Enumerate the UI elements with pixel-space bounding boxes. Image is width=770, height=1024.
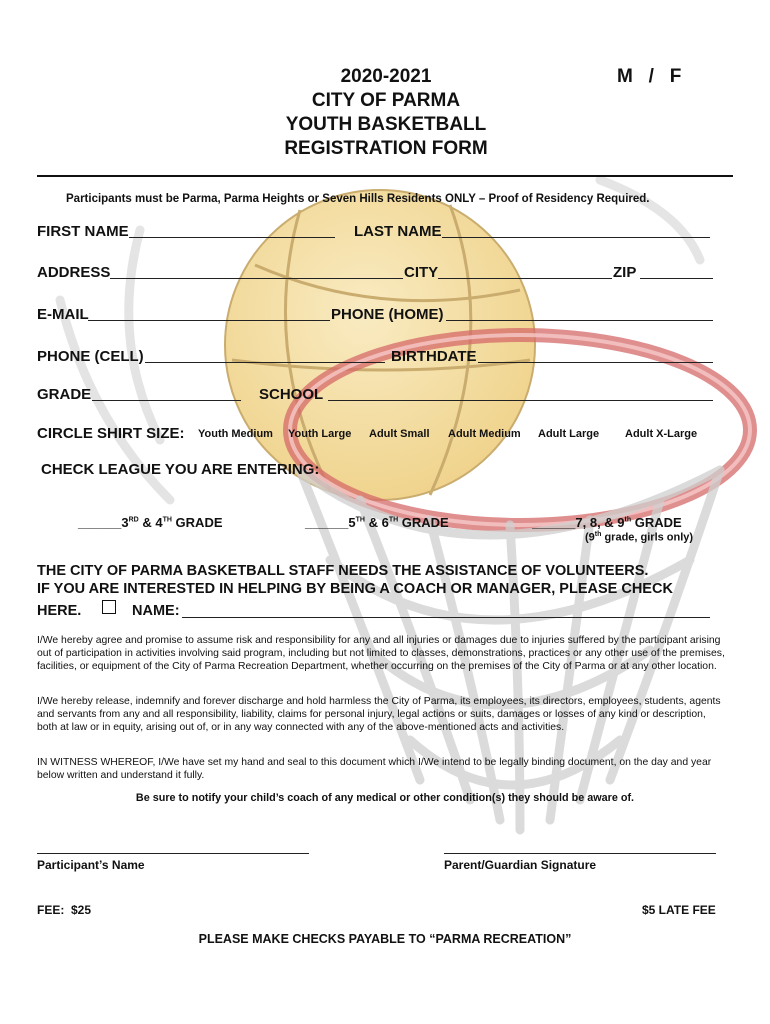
league-heading: CHECK LEAGUE YOU ARE ENTERING: [41,461,320,478]
legal-paragraph-3: IN WITNESS WHEREOF, I/We have set my hand and seal to this document which I/We intend to be legally binding document, on the day and year below written and understand it fully. [37,757,712,781]
city-field[interactable] [438,264,612,279]
league-5-6-b-sup: TH [388,516,399,524]
form-city: CITY OF PARMA [311,90,461,111]
shirt-option-adult-medium[interactable]: Adult Medium [448,428,521,440]
participant-name-label: Participant’s Name [37,858,145,872]
last-name-label: LAST NAME [354,223,442,240]
first-name-field[interactable] [129,223,335,238]
fee-amount: FEE: $25 [37,903,92,917]
volunteer-here-label: HERE. [37,603,82,619]
league-5-6-a: 5 [348,515,356,530]
league-5-6-c: GRADE [398,515,449,530]
league-3-4-a: 3 [121,515,129,530]
email-field[interactable] [88,306,330,321]
phone-home-field[interactable] [446,306,713,321]
league-option-3-4[interactable] [78,515,223,530]
note-open: (9 [585,531,595,544]
shirt-option-adult-large[interactable]: Adult Large [538,428,600,440]
school-label: SCHOOL [259,386,324,403]
league-3-4-b-sup: TH [162,516,172,524]
league-3-4-a-sup: RD [128,516,139,524]
late-fee: $5 LATE FEE [642,903,716,917]
first-name-label: FIRST NAME [37,223,129,240]
address-label: ADDRESS [37,264,111,281]
form-title: REGISTRATION FORM [284,138,488,159]
form-year: 2020-2021 [340,66,432,87]
league-blank: ______ [532,515,576,530]
phone-cell-field[interactable] [145,348,385,363]
volunteer-checkbox[interactable] [102,600,116,618]
league-blank: ______ [305,515,349,530]
phone-cell-label: PHONE (CELL) [37,348,144,365]
grade-label: GRADE [37,386,92,403]
residency-notice: Participants must be Parma, Parma Heights or Seven Hills Residents ONLY – Proof of Residency Required. [66,193,650,205]
league-3-4-b: & 4 [138,515,163,530]
league-5-6-b: & 6 [364,515,389,530]
shirt-option-youth-large[interactable]: Youth Large [288,428,352,440]
legal-paragraph-2: I/We hereby release, indemnify and forever discharge and hold harmless the City of Parma, its employees, its directors, employees, students, agents and servants from any and all responsibility, liability, claims for personal injury, legal actions or suits, damages or losses of any kind or description, both at law or in equity, arising out of, or in any way connected with any of the above-mentioned acts and activities. [37,696,721,733]
email-label: E-MAIL [37,306,89,323]
medical-notice: Be sure to notify your child’s coach of any medical or other condition(s) they should be aware of. [135,792,635,804]
birthdate-field[interactable] [478,348,713,363]
volunteer-line-2: IF YOU ARE INTERESTED IN HELPING BY BEING A COACH OR MANAGER, PLEASE CHECK [37,581,673,597]
league-blank: ______ [78,515,122,530]
shirt-option-adult-small[interactable]: Adult Small [369,428,430,440]
phone-home-label: PHONE (HOME) [331,306,444,323]
note-sup: th [594,531,602,538]
league-7-9-c: GRADE [631,515,682,530]
legal-paragraph-1: I/We hereby agree and promise to assume risk and responsibility for any and all injuries or damages due to injuries suffered by the participant arising out of participation in activities involving said program, including but not limited to classes, demonstrations, practices or any other use of the premises, facilities, or equipment of the City of Parma Recreation Department, whether occurring on the premises of the City of Parma or at any other location. [37,635,725,672]
school-field[interactable] [328,386,713,401]
last-name-field[interactable] [442,223,710,238]
payable-notice: PLEASE MAKE CHECKS PAYABLE TO “PARMA RECREATION” [198,932,572,946]
league-5-6-a-sup: TH [355,516,365,524]
league-option-7-8-9[interactable] [532,515,682,530]
address-field[interactable] [110,264,403,279]
gender-select[interactable]: M / F [617,66,682,87]
volunteer-line-1: THE CITY OF PARMA BASKETBALL STAFF NEEDS THE ASSISTANCE OF VOLUNTEERS. [37,563,649,579]
league-7-9-a: 7, 8, & 9 [575,515,625,530]
shirt-option-youth-medium[interactable]: Youth Medium [198,428,273,440]
participant-name-line[interactable] [37,853,309,854]
birthdate-label: BIRTHDATE [391,348,477,365]
shirt-size-label: CIRCLE SHIRT SIZE: [37,425,185,442]
grade-field[interactable] [92,386,241,401]
zip-label: ZIP [613,264,637,281]
league-girls-note [585,531,693,544]
volunteer-name-field[interactable] [182,603,710,618]
note-rest: grade, girls only) [601,531,694,544]
header-divider [37,175,733,177]
guardian-signature-line[interactable] [444,853,716,854]
form-program: YOUTH BASKETBALL [285,114,487,135]
shirt-option-adult-xlarge[interactable]: Adult X-Large [625,428,698,440]
league-3-4-c: GRADE [171,515,223,530]
league-option-5-6[interactable] [305,515,449,530]
zip-field[interactable] [640,264,713,279]
city-label: CITY [404,264,439,281]
volunteer-name-label: NAME: [132,603,180,619]
guardian-signature-label: Parent/Guardian Signature [444,858,597,872]
league-7-9-a-sup: th [624,516,632,524]
